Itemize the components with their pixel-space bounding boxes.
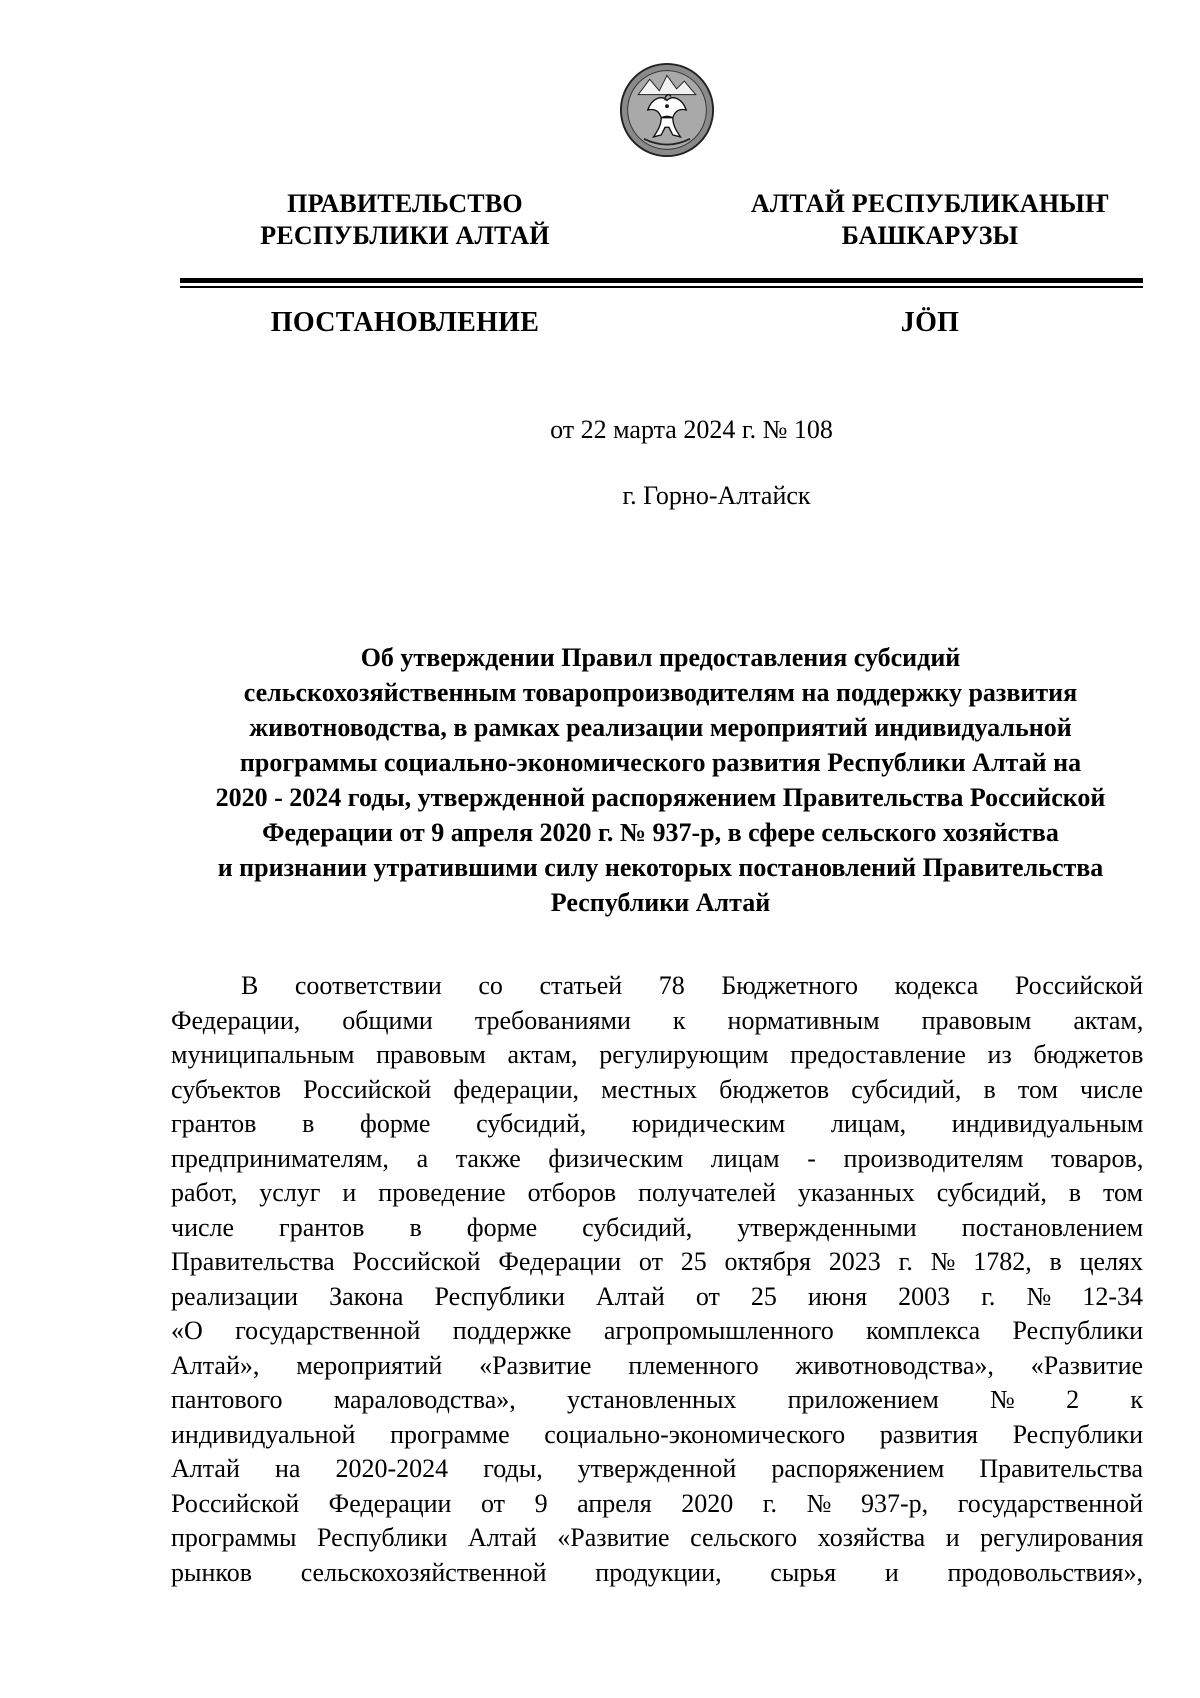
title-line: сельскохозяйственным товаропроизводителям на поддержку развития [243, 678, 1078, 707]
document-city: г. Горно-Алтайск [622, 481, 811, 510]
body-line: Федерации, общими требованиями к нормативным правовым актам, [171, 1005, 1144, 1035]
doc-type-altai: JӦП [900, 307, 960, 338]
document-title [168, 640, 1153, 920]
body-line: субъектов Российской федерации, местных бюджетов субсидий, в том числе [171, 1074, 1144, 1104]
title-line: Республики Алтай [550, 888, 771, 917]
body-line: Алтай на 2020-2024 годы, утвержденной распоряжением Правительства [171, 1454, 1143, 1483]
body-line: Правительства Российской Федерации от 25 октября 2023 г. № 1782, в целях [171, 1247, 1143, 1276]
coat-of-arms-emblem-icon [619, 62, 715, 158]
body-line: Российской Федерации от 9 апреля 2020 г. № 937-р, государственной [171, 1488, 1143, 1518]
body-line: реализации Закона Республики Алтай от 25 июня 2003 г. № 12-34 [171, 1281, 1143, 1311]
org-name-russian [225, 188, 585, 252]
title-line: животноводства, в рамках реализации мероприятий индивидуальной [249, 713, 1072, 742]
title-line: программы социально-экономического развития Республики Алтай на [239, 748, 1082, 777]
body-line: предпринимателям, а также физическим лицам - производителям товаров, [171, 1143, 1144, 1173]
body-line: пантового мараловодства», установленных приложением № 2 к [171, 1385, 1143, 1414]
org-name-line: ПРАВИТЕЛЬСТВО [287, 189, 523, 218]
body-paragraph [171, 969, 1143, 1590]
body-line: индивидуальной программе социально-экономического развития Республики [171, 1419, 1143, 1449]
body-line: Алтай», мероприятий «Развитие племенного животноводства», «Развитие [171, 1350, 1144, 1380]
org-name-line: БАШКАРУЗЫ [841, 221, 1019, 250]
doc-type-russian: ПОСТАНОВЛЕНИЕ [270, 307, 540, 338]
title-line: 2020 - 2024 годы, утвержденной распоряжением Правительства Российской [215, 783, 1106, 812]
body-line: работ, услуг и проведение отборов получателей указанных субсидий, в том [171, 1178, 1143, 1207]
body-line: муниципальным правовым актам, регулирующим предоставление из бюджетов [171, 1040, 1144, 1069]
title-line: Федерации от 9 апреля 2020 г. № 937-р, в сфере сельского хозяйства [262, 818, 1059, 847]
document-date-number: от 22 марта 2024 г. № 108 [550, 415, 833, 444]
title-line: Об утверждении Правил предоставления субсидий [360, 643, 961, 672]
body-line: программы Республики Алтай «Развитие сельского хозяйства и регулирования [171, 1523, 1144, 1552]
org-name-line: РЕСПУБЛИКИ АЛТАЙ [260, 221, 550, 250]
title-line: и признании утратившими силу некоторых постановлений Правительства [217, 853, 1104, 882]
header-divider-thin [180, 286, 1143, 288]
body-line: «О государственной поддержке агропромышленного комплекса Республики [171, 1316, 1143, 1345]
org-name-line: АЛТАЙ РЕСПУБЛИКАНЫҤ [750, 189, 1110, 218]
body-line: грантов в форме субсидий, юридическим лицам, индивидуальным [171, 1109, 1144, 1138]
org-name-altai [720, 188, 1140, 252]
header-divider-thick [180, 278, 1143, 283]
body-line: числе грантов в форме субсидий, утвержденными постановлением [171, 1212, 1144, 1242]
body-line: В соответствии со статьей 78 Бюджетного кодекса Российской [241, 971, 1143, 1000]
body-line: рынков сельскохозяйственной продукции, сырья и продовольствия», [171, 1557, 1143, 1587]
